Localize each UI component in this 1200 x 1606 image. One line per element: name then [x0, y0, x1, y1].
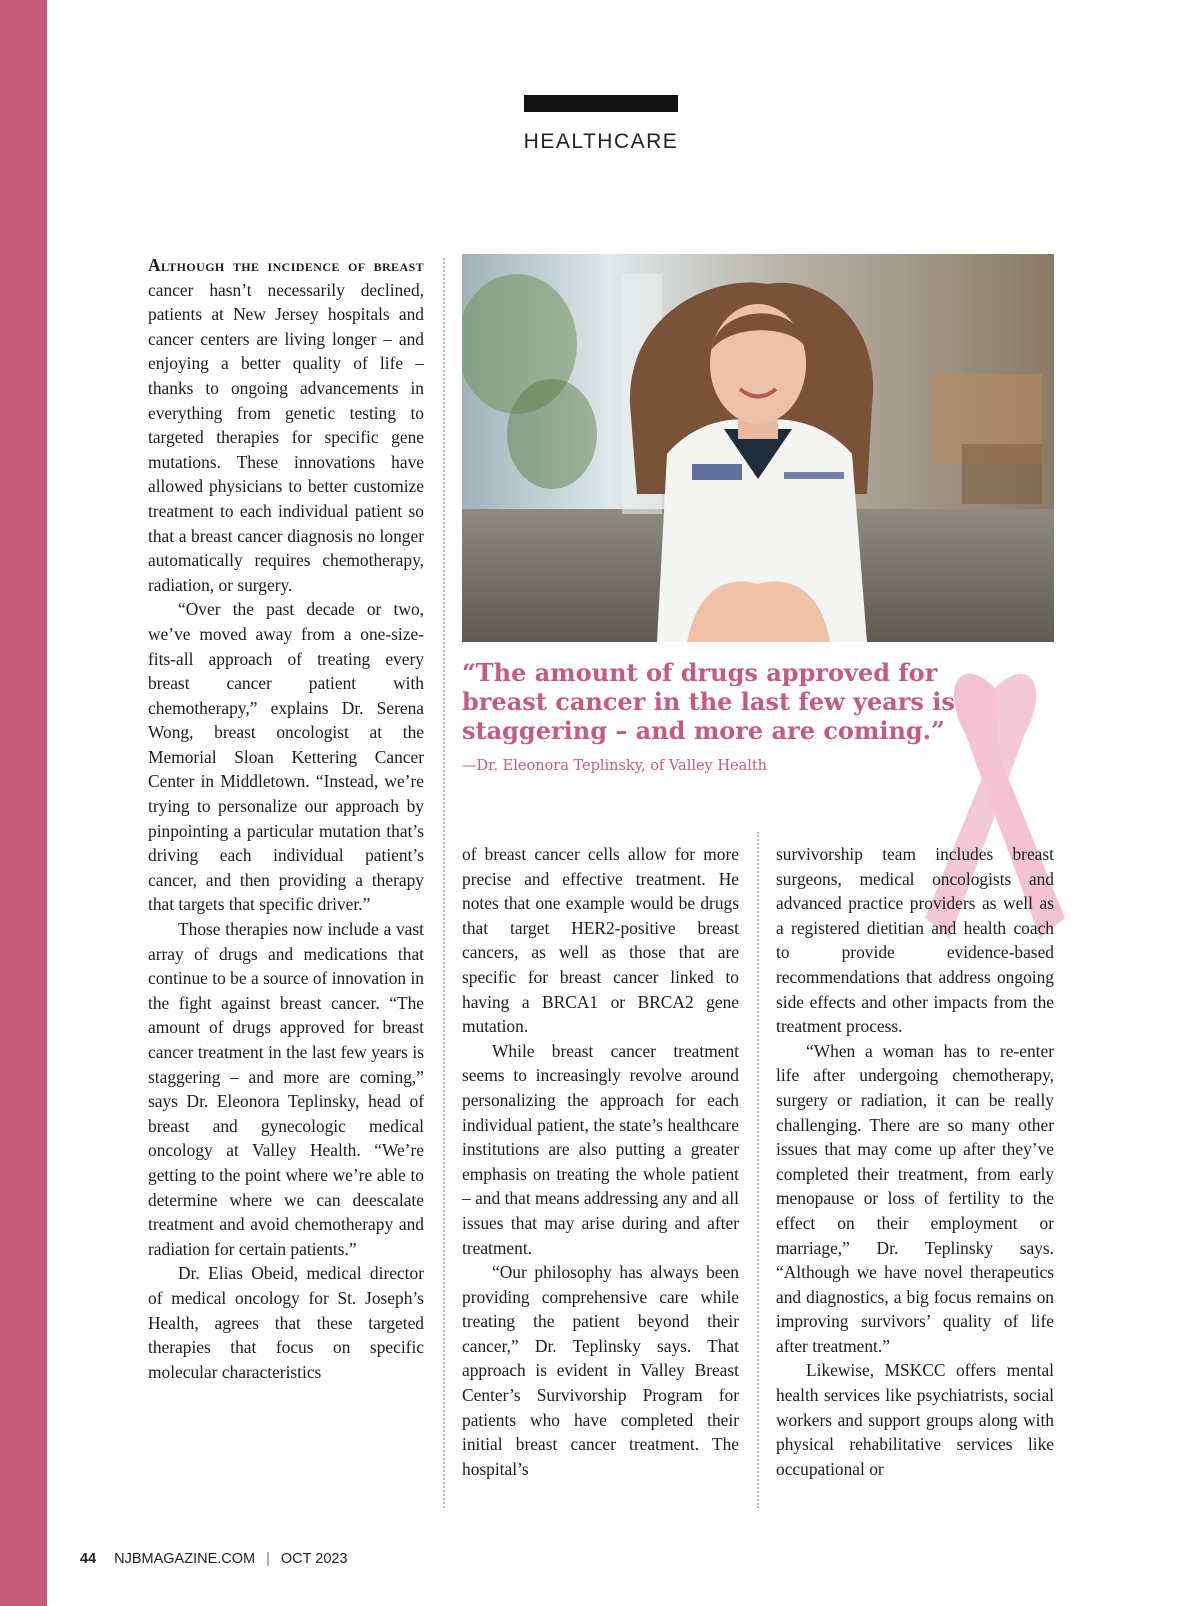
article-paragraph: survivorship team includes breast surgeons, medical oncologists and advanced practice providers as well as a registered dietitian and health coach to provide evidence-based recommendations that address ongoing side effects and other impacts from the treatment process.	[776, 844, 1054, 1037]
footer-separator: |	[266, 1551, 270, 1567]
doctor-portrait-photo	[462, 254, 1054, 642]
article-paragraph: of breast cancer cells allow for more precise and effective treatment. He notes that one example would be drugs that target HER2-positive breast cancers, as well as those that are specific for breast cancer linked to having a BRCA1 or BRCA2 gene mutation.	[462, 844, 739, 1037]
lead-in: Although the incidence of breast	[148, 255, 424, 275]
page-number: 44	[80, 1551, 97, 1567]
article-column-1	[148, 253, 424, 1384]
lead-paragraph-text: cancer hasn’t necessarily declined, patients at New Jersey hospitals and cancer centers are living longer – and enjoying a better quality of life – thanks to ongoing advancements in everything from genetic testing to targeted therapies for specific gene mutations. These innovations have allowed physicians to better customize treatment to each individual patient so that a breast cancer diagnosis no longer automatically requires chemotherapy, radiation, or surgery.	[148, 279, 424, 595]
section-label: HEALTHCARE	[523, 130, 679, 153]
article-column-3	[776, 842, 1054, 1481]
footer-site: NJBMAGAZINE.COM	[114, 1551, 256, 1567]
article-paragraph: “Our philosophy has always been providing comprehensive care while treating the patient beyond their cancer,” Dr. Teplinsky says. That approach is evident in Valley Breast Center’s Survivorship Program for patients who have completed their initial breast cancer treatment. The hospital’s	[462, 1262, 739, 1479]
article-paragraph	[148, 253, 424, 597]
article-paragraph: “Over the past decade or two, we’ve moved away from a one-size-fits-all approach of treating every breast cancer patient with chemotherapy,” explains Dr. Serena Wong, breast oncologist at the Memorial Sloan Kettering Cancer Center in Middletown. “Instead, we’re trying to personalize our approach by pinpointing a particular mutation that’s driving each individual patient’s cancer, and then providing a therapy that targets that specific driver.”	[148, 599, 424, 915]
column-divider	[443, 258, 445, 1508]
article-paragraph: Likewise, MSKCC offers mental health services like psychiatrists, social workers and support groups along with physical rehabilitative services like occupational or	[776, 1360, 1054, 1479]
article-column-2	[462, 842, 739, 1481]
article-paragraph: “When a woman has to re-enter life after undergoing chemotherapy, surgery or radiation, it can be really challenging. There are so many other issues that may come up after they’ve completed their treatment, from early menopause or loss of fertility to the effect on their employment or marriage,” Dr. Teplinsky says. “Although we have novel therapeutics and diagnostics, a big focus remains on improving survivors’ quality of life after treatment.”	[776, 1040, 1054, 1356]
pull-quote: “The amount of drugs approved for breast cancer in the last few years is staggering – and more are coming.”	[462, 658, 955, 745]
column-divider	[757, 832, 759, 1508]
article-paragraph: While breast cancer treatment seems to increasingly revolve around personalizing the approach for each individual patient, the state’s healthcare institutions are also putting a greater emphasis on treating the whole patient – and that means addressing any and all issues that may arise during and after treatment.	[462, 1040, 739, 1258]
page-footer	[80, 1551, 348, 1567]
pull-quote-attribution: —Dr. Eleonora Teplinsky, of Valley Health	[462, 758, 768, 774]
article-paragraph: Those therapies now include a vast array of drugs and medications that continue to be a source of innovation in the fight against breast cancer. “The amount of drugs approved for breast cancer treatment in the last few years is staggering – and more are coming,” says Dr. Eleonora Teplinsky, head of breast and gynecologic medical oncology at Valley Health. “We’re getting to the point where we’re able to determine where we can deescalate treatment and avoid chemotherapy and radiation for certain patients.”	[148, 919, 424, 1259]
side-color-band	[0, 0, 47, 1606]
article-paragraph: Dr. Elias Obeid, medical director of medical oncology for St. Joseph’s Health, agrees that these targeted therapies that focus on specific molecular characteristics	[148, 1263, 424, 1382]
section-bar	[524, 95, 678, 112]
footer-issue: OCT 2023	[280, 1551, 348, 1567]
